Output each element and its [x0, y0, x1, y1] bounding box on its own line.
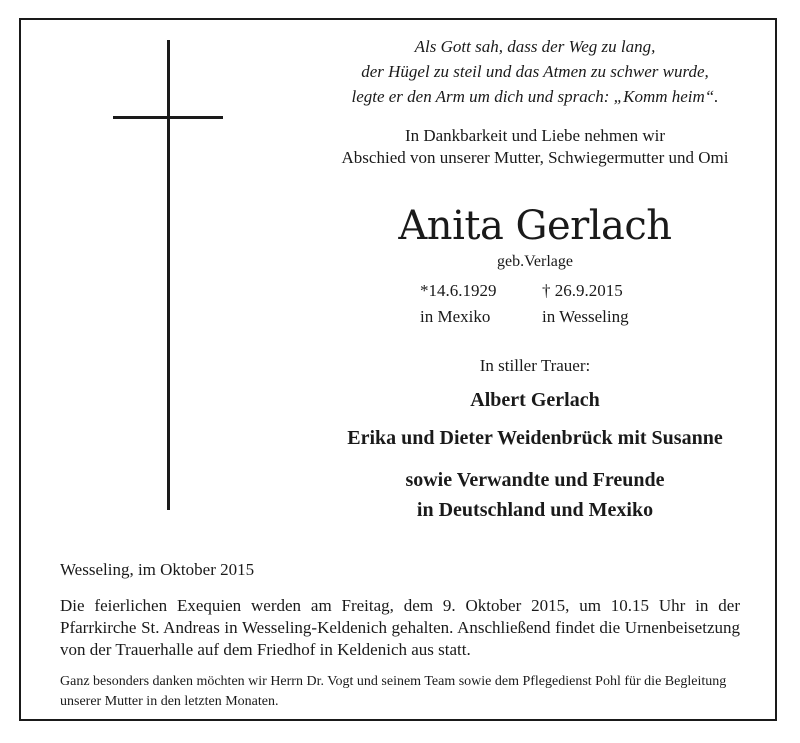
poem-line: legte er den Arm um dich und sprach: „Komm heim“. — [351, 87, 719, 106]
place-date: Wesseling, im Oktober 2015 — [60, 560, 255, 579]
birth-name: geb.Verlage — [497, 253, 573, 270]
poem-line: der Hügel zu steil und das Atmen zu schwer wurde, — [361, 62, 709, 81]
birth-date: *14.6.1929 — [420, 281, 497, 300]
cross-horizontal-bar — [113, 116, 223, 119]
poem-line: Als Gott sah, dass der Weg zu lang, — [414, 37, 656, 56]
death-info — [542, 278, 662, 330]
mourner-name: Albert Gerlach — [470, 389, 600, 411]
mourners-heading: In stiller Trauer: — [479, 356, 591, 375]
mourner-group — [310, 465, 760, 525]
mourner-name: Erika und Dieter Weidenbrück mit Susanne — [347, 427, 723, 449]
mourner-line: sowie Verwandte und Freunde — [405, 469, 665, 491]
service-announcement: Die feierlichen Exequien werden am Freitag, dem 9. Oktober 2015, um 10.15 Uhr in der Pfarrkirche St. Andreas in Wesseling-Keldenich gehalten. Anschließend findet die Urnenbeisetzung von der Trauerhalle auf dem Friedhof in Keldenich aus statt. — [60, 596, 740, 659]
birth-place: in Mexiko — [420, 307, 491, 326]
deceased-name: Anita Gerlach — [398, 203, 672, 249]
intro-line: In Dankbarkeit und Liebe nehmen wir — [404, 126, 666, 145]
intro-line: Abschied von unserer Mutter, Schwiegermutter und Omi — [341, 148, 729, 167]
poem — [310, 34, 760, 109]
intro-text — [310, 125, 760, 169]
death-place: in Wesseling — [542, 307, 629, 326]
cross-vertical-bar — [167, 40, 170, 510]
mourner-line: in Deutschland und Mexiko — [416, 499, 654, 521]
thanks-note: Ganz besonders danken möchten wir Herrn Dr. Vogt und seinem Team sowie dem Pflegedienst Pohl für die Begleitung unserer Mutter in den letzten Monaten. — [60, 674, 727, 709]
death-date: † 26.9.2015 — [542, 281, 623, 300]
birth-info — [420, 278, 540, 330]
